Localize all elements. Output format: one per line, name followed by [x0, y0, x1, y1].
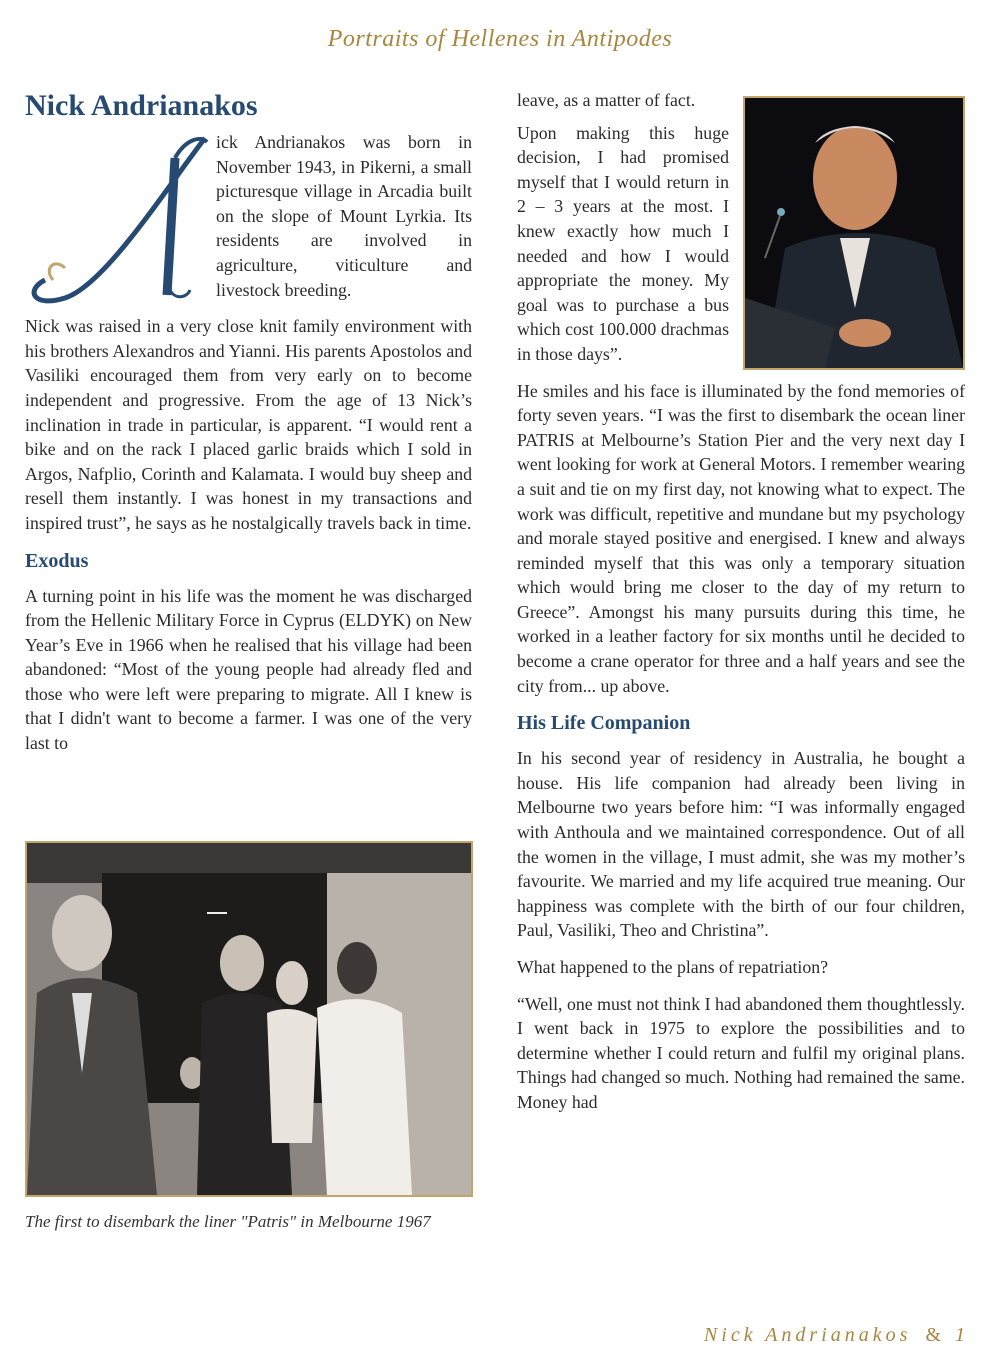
- paragraph-arrival: He smiles and his face is illuminated by the fond memories of forty seven years. “I was the first to disembark the ocean liner PATRIS at Melbourne’s Station Pier and the very next day I went looking for work at General Motors. I remember wearing a suit and tie on my first day, not knowing what to expect. The work was difficult, repetitive and mundane but my psychology and morale stayed positive and energised. I knew and always reminded myself that this was only a temporary situation which would bring me closer to the day of my return to Greece”. Amongst his many pursuits during this time, he worked in a leather factory for six months until he decided to become a crane operator for three and a half years and see the city from... up above.: [517, 380, 965, 696]
- intro-paragraph: ick Andrianakos was born in November 1943, in Pikerni, a small picturesque village in Arcadia built on the slope of Mount Lyrkia. Its residents are involved in agriculture, viticulture and livestock breeding.: [216, 132, 472, 300]
- paragraph-family: Nick was raised in a very close knit family environment with his brothers Alexandros and Yianni. His parents Apostolos and Vasiliki encouraged them from very early on to become independent and progressive. From the age of 13 Nick’s inclination in trade in particular, is apparent. “I would rent a bike and on the rack I placed garlic braids which I sold in Argos, Nafplio, Corinth and Kalamata. I would buy sheep and resell them instantly. I was honest in my transactions and inspired trust”, he says as he nostalgically travels back in time.: [25, 316, 472, 533]
- paragraph-question: What happened to the plans of repatriation?: [517, 957, 829, 977]
- heading-exodus: Exodus: [25, 549, 89, 572]
- paragraph-repatriation: “Well, one must not think I had abandoned them thoughtlessly. I went back in 1975 to explore the possibilities and to determine whether I could return and fulfil my original plans. Things had changed so much. Nothing had remained the same. Money had: [517, 993, 965, 1112]
- running-header: Portraits of Hellenes in Antipodes: [327, 26, 673, 52]
- paragraph-companion: In his second year of residency in Australia, he bought a house. His life companion had already been living in Melbourne two years before him: “I was informally engaged with Anthoula and we maintained correspondence. Out of all the women in the village, I must admit, she was my mother’s favourite. We married and my life acquired true meaning. Our happiness was complete with the birth of our four children, Paul, Vasiliki, Theo and Christina”.: [517, 748, 965, 941]
- portrait-photo-microphone: [743, 96, 965, 370]
- right-column: [517, 88, 965, 1127]
- ornament-icon: &: [925, 1324, 941, 1346]
- paragraph-leave: leave, as a matter of fact.: [517, 90, 696, 110]
- paragraph-exodus: A turning point in his life was the moment he was discharged from the Hellenic Military Force in Cyprus (ELDYK) on New Year’s Eve in 1966 when he realised that his village had been abandoned: “Most of the young people had already fled and those who were left were preparing to migrate. All I knew is that I didn't want to become a farmer. I was one of the very last to: [25, 585, 472, 754]
- left-column: [25, 88, 472, 768]
- dropcap-n: [25, 130, 210, 308]
- archival-photo-disembark: [25, 841, 473, 1197]
- heading-life-companion: His Life Companion: [517, 712, 691, 735]
- page-footer: [704, 1324, 965, 1347]
- article-title: Nick Andrianakos: [25, 89, 258, 122]
- footer-name: Nick Andrianakos: [703, 1324, 912, 1346]
- page-number: 1: [955, 1324, 965, 1346]
- paragraph-decision: Upon making this huge decision, I had promised myself that I would return in 2 – 3 years at the most. I knew exactly how much I needed and how I would appropriate the money. My goal was to purchase a bus which cost 100.000 drachmas in those days”.: [517, 122, 729, 364]
- photo-caption: The first to disembark the liner "Patris" in Melbourne 1967: [25, 1212, 431, 1231]
